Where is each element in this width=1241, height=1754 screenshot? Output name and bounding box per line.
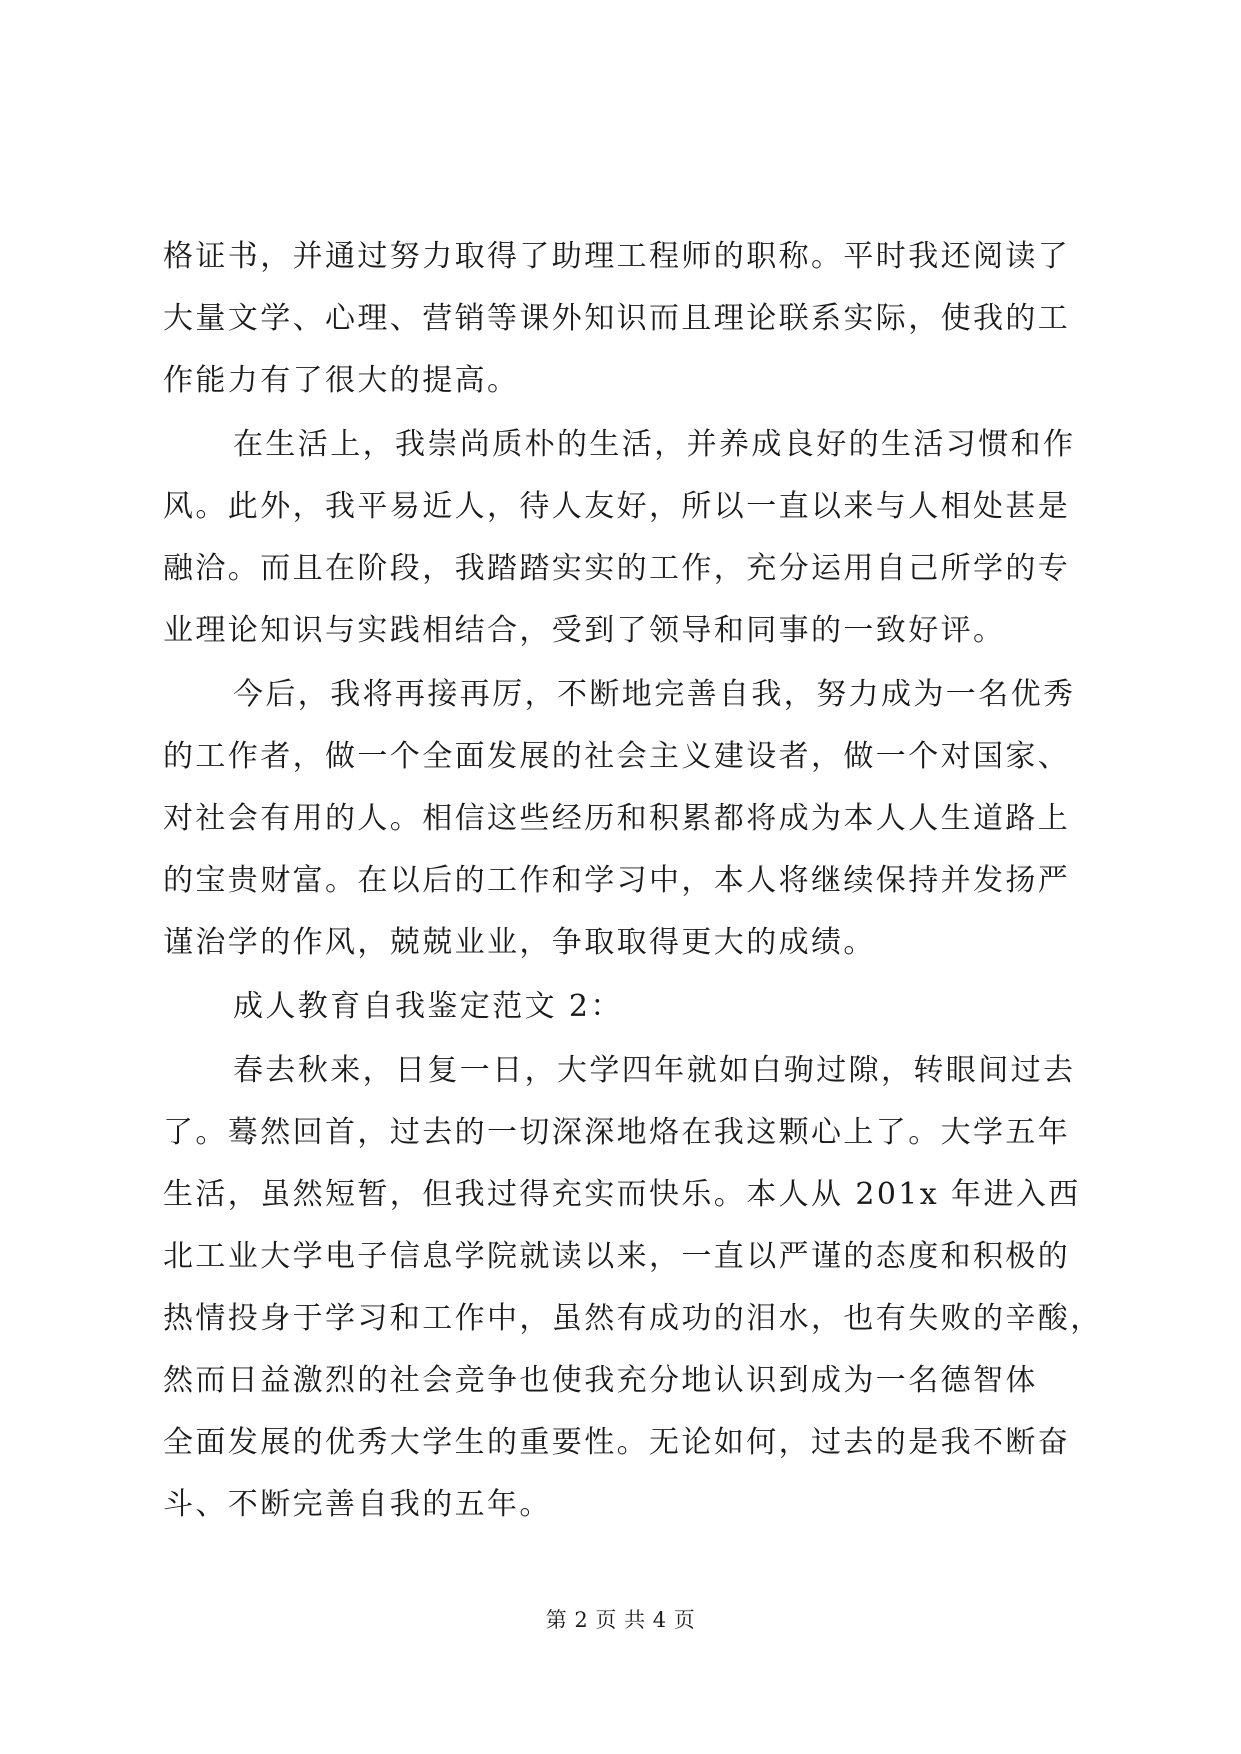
section-heading [163,976,1103,1038]
text-line: 了。蓦然回首，过去的一切深深地烙在我这颗心上了。大学五年 [163,1115,1071,1150]
paragraph-2 [163,414,1103,662]
text-line: 然而日益激烈的社会竞争也使我充分地认识到成为一名德智体 [163,1363,1038,1398]
document-body [163,226,1103,1538]
text-line: 北工业大学电子信息学院就读以来，一直以严谨的态度和积极的 [163,1239,1071,1274]
text-line: 作能力有了很大的提高。 [163,363,520,398]
paragraph-1 [163,226,1103,412]
paragraph-4 [163,1040,1103,1536]
text-line: 全面发展的优秀大学生的重要性。无论如何，过去的是我不断奋 [163,1425,1071,1460]
text-line: 的工作者，做一个全面发展的社会主义建设者，做一个对国家、 [163,739,1071,774]
text-line: 格证书，并通过努力取得了助理工程师的职称。平时我还阅读了 [163,239,1071,274]
text-line: 对社会有用的人。相信这些经历和积累都将成为本人人生道路上 [163,801,1071,836]
text-line: 春去秋来，日复一日，大学四年就如白驹过隙，转眼间过去 [233,1053,1076,1088]
text-line: 谨治学的作风，兢兢业业，争取取得更大的成绩。 [163,925,876,960]
text-line: 热情投身于学习和工作中，虽然有成功的泪水，也有失败的辛酸， [163,1301,1103,1336]
paragraph-3 [163,664,1103,974]
text-line: 融洽。而且在阶段，我踏踏实实的工作，充分运用自己所学的专 [163,551,1071,586]
text-line: 的宝贵财富。在以后的工作和学习中，本人将继续保持并发扬严 [163,863,1071,898]
text-line: 在生活上，我崇尚质朴的生活，并养成良好的生活习惯和作 [233,427,1076,462]
text-line: 生活，虽然短暂，但我过得充实而快乐。本人从 201x 年进入西 [163,1177,1081,1212]
text-line: 业理论知识与实践相结合，受到了领导和同事的一致好评。 [163,613,1006,648]
page-number-footer: 第 2 页 共 4 页 [545,1608,696,1632]
text-line: 今后，我将再接再厉，不断地完善自我，努力成为一名优秀 [233,677,1076,712]
text-line: 斗、不断完善自我的五年。 [163,1487,552,1522]
text-line: 大量文学、心理、营销等课外知识而且理论联系实际，使我的工 [163,301,1071,336]
text-line: 成人教育自我鉴定范文 2： [233,989,623,1024]
text-line: 风。此外，我平易近人，待人友好，所以一直以来与人相处甚是 [163,489,1071,524]
